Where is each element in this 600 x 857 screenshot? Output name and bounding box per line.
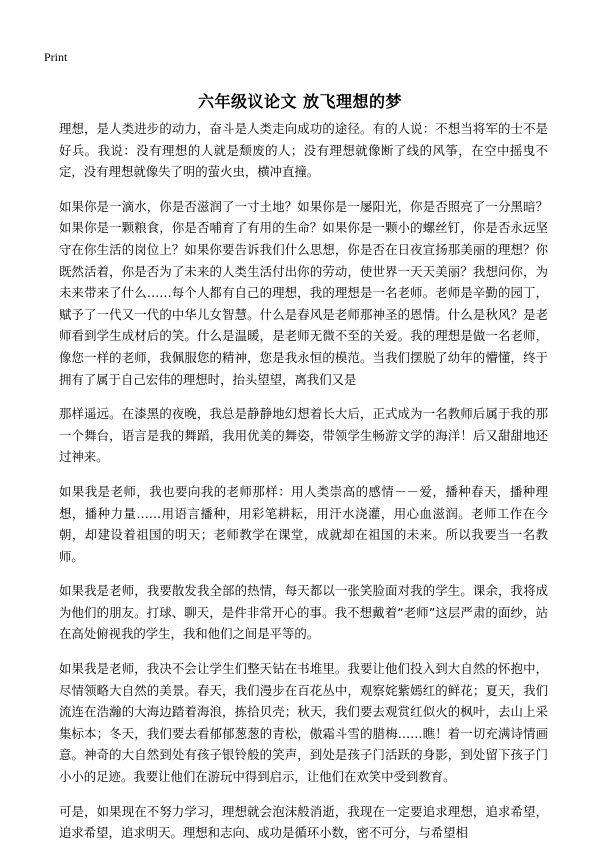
- paragraph: 如果我是老师，我也要向我的老师那样：用人类崇高的感情－－爱，播种春天，播种理想，播种力量……用语言播种，用彩笔耕耘，用汗水浇灌，用心血滋润。老师工作在今朝，却建设着祖国的明天；老师教学在课堂，成就却在祖国的未来。所以我要当一名教师。: [59, 483, 548, 564]
- paragraph: 理想，是人类进步的动力，奋斗是人类走向成功的途径。有的人说：不想当将军的士不是好兵。我说：没有理想的人就是颓废的人；没有理想就像断了线的风筝，在空中摇曳不定，没有理想就像失了明的萤火虫，横冲直撞。: [59, 121, 548, 180]
- paragraph: 如果我是老师，我决不会让学生们整天钻在书堆里。我要让他们投入到大自然的怀抱中，尽情领略大自然的美景。春天，我们漫步在百花丛中，观察姹紫嫣红的鲜花；夏天，我们流连在浩瀚的大海边踏着海浪，拣拾贝壳；秋天，我们要去观赏红似火的枫叶，去山上采集标本；冬天，我们要去看郁郁葱葱的青松，傲霜斗雪的腊梅……瞧！着一切充满诗情画意。神奇的大自然到处有孩子银铃般的笑声，到处是孩子门活跃的身影，到处留下孩子门小小的足迹。我要让他们在游玩中得到启示，让他们在欢笑中受到教育。: [59, 661, 548, 785]
- paragraph: 那样遥远。在漆黑的夜晚，我总是静静地幻想着长大后，正式成为一名教师后属于我的那一个舞台，语言是我的舞蹈，我用优美的舞姿，带领学生畅游文学的海洋！后又甜甜地还过神来。: [59, 406, 548, 465]
- paragraph: 如果你是一滴水，你是否滋润了一寸土地？如果你是一屡阳光，你是否照亮了一分黑暗？如果你是一颗粮食，你是否哺育了有用的生命？如果你是一颗小的螺丝钉，你是否永远坚守在你生活的岗位上？如果你要告诉我们什么思想，你是否在日夜宣扬那美丽的理想？你既然活着，你是否为了未来的人类生活付出你的劳动，使世界一天天美丽？我想问你，为未来带来了什么……每个人都有自己的理想，我的理想是一名老师。老师是辛勤的园丁，赋予了一代又一代的中华儿女智慧。什么是春风是老师那神圣的恩情。什么是秋风？是老师看到学生成材后的笑。什么是温暖，是老师无微不至的关爱。我的理想是做一名老师，像您一样的老师，我佩服您的精神，您是我永恒的模范。当我们摆脱了幼年的懵懂，终于拥有了属于自己宏伟的理想时，抬头望望，离我们又是: [59, 198, 548, 387]
- article-body: [59, 118, 548, 857]
- paragraph: 可是，如果现在不努力学习，理想就会泡沫般消逝，我现在一定要追求理想，追求希望，追求希望，追求明天。理想和志向、成功是循环小数，密不可分，与希望相: [59, 803, 548, 841]
- print-link[interactable]: Print: [44, 50, 68, 64]
- paragraph: 如果我是老师，我要散发我全部的热情，每天都以一张笑脸面对我的学生。课余，我将成为他们的朋友。打球、聊天，是件非常开心的事。我不想戴着“老师”这层严肃的面纱，站在高处俯视我的学生，我和他们之间是平等的。: [59, 583, 548, 642]
- article-title: 六年级议论文 放飞理想的梦: [197, 91, 403, 111]
